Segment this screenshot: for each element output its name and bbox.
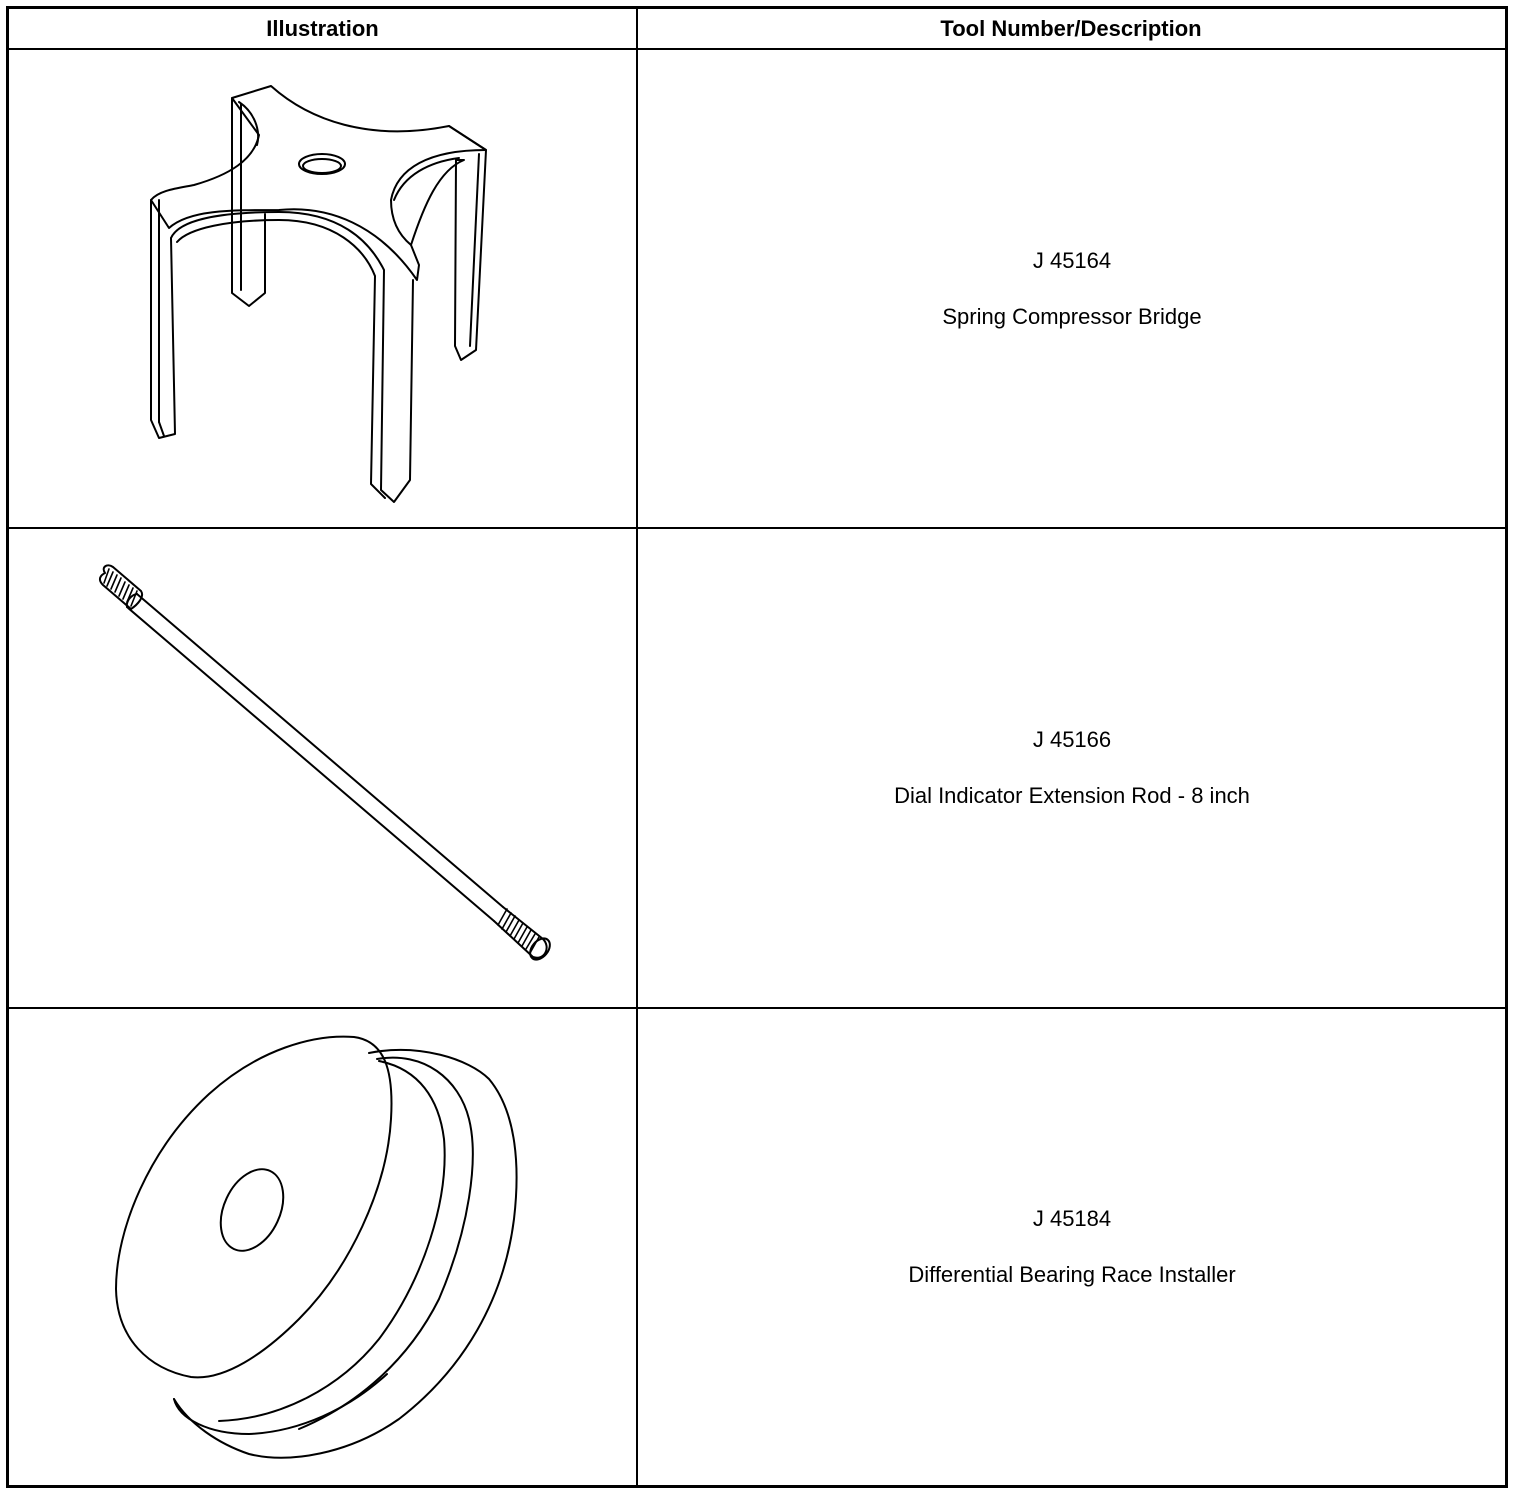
header-tool-number-description: Tool Number/Description <box>940 16 1202 41</box>
tool-name: Differential Bearing Race Installer <box>908 1262 1236 1287</box>
tool-number: J 45164 <box>1032 247 1112 273</box>
table-row <box>9 50 1505 527</box>
tool-table <box>6 6 1508 1488</box>
tool-name: Dial Indicator Extension Rod - 8 inch <box>894 783 1250 808</box>
header-illustration: Illustration <box>266 16 379 41</box>
bearing-race-installer-icon <box>9 1009 636 1485</box>
description-cell <box>638 529 1506 1007</box>
description-cell <box>638 1009 1506 1485</box>
illustration-cell <box>9 1009 636 1485</box>
description-cell <box>638 50 1506 527</box>
table-header-row <box>9 9 1505 50</box>
table-row <box>9 1009 1505 1485</box>
illustration-cell <box>9 529 636 1007</box>
illustration-cell <box>9 50 636 527</box>
tool-number: J 45166 <box>1032 727 1112 752</box>
extension-rod-icon <box>9 529 636 1007</box>
tool-name: Spring Compressor Bridge <box>942 303 1202 329</box>
table-row <box>9 529 1505 1007</box>
spring-compressor-bridge-icon <box>9 50 636 527</box>
tool-number: J 45184 <box>1032 1206 1112 1231</box>
